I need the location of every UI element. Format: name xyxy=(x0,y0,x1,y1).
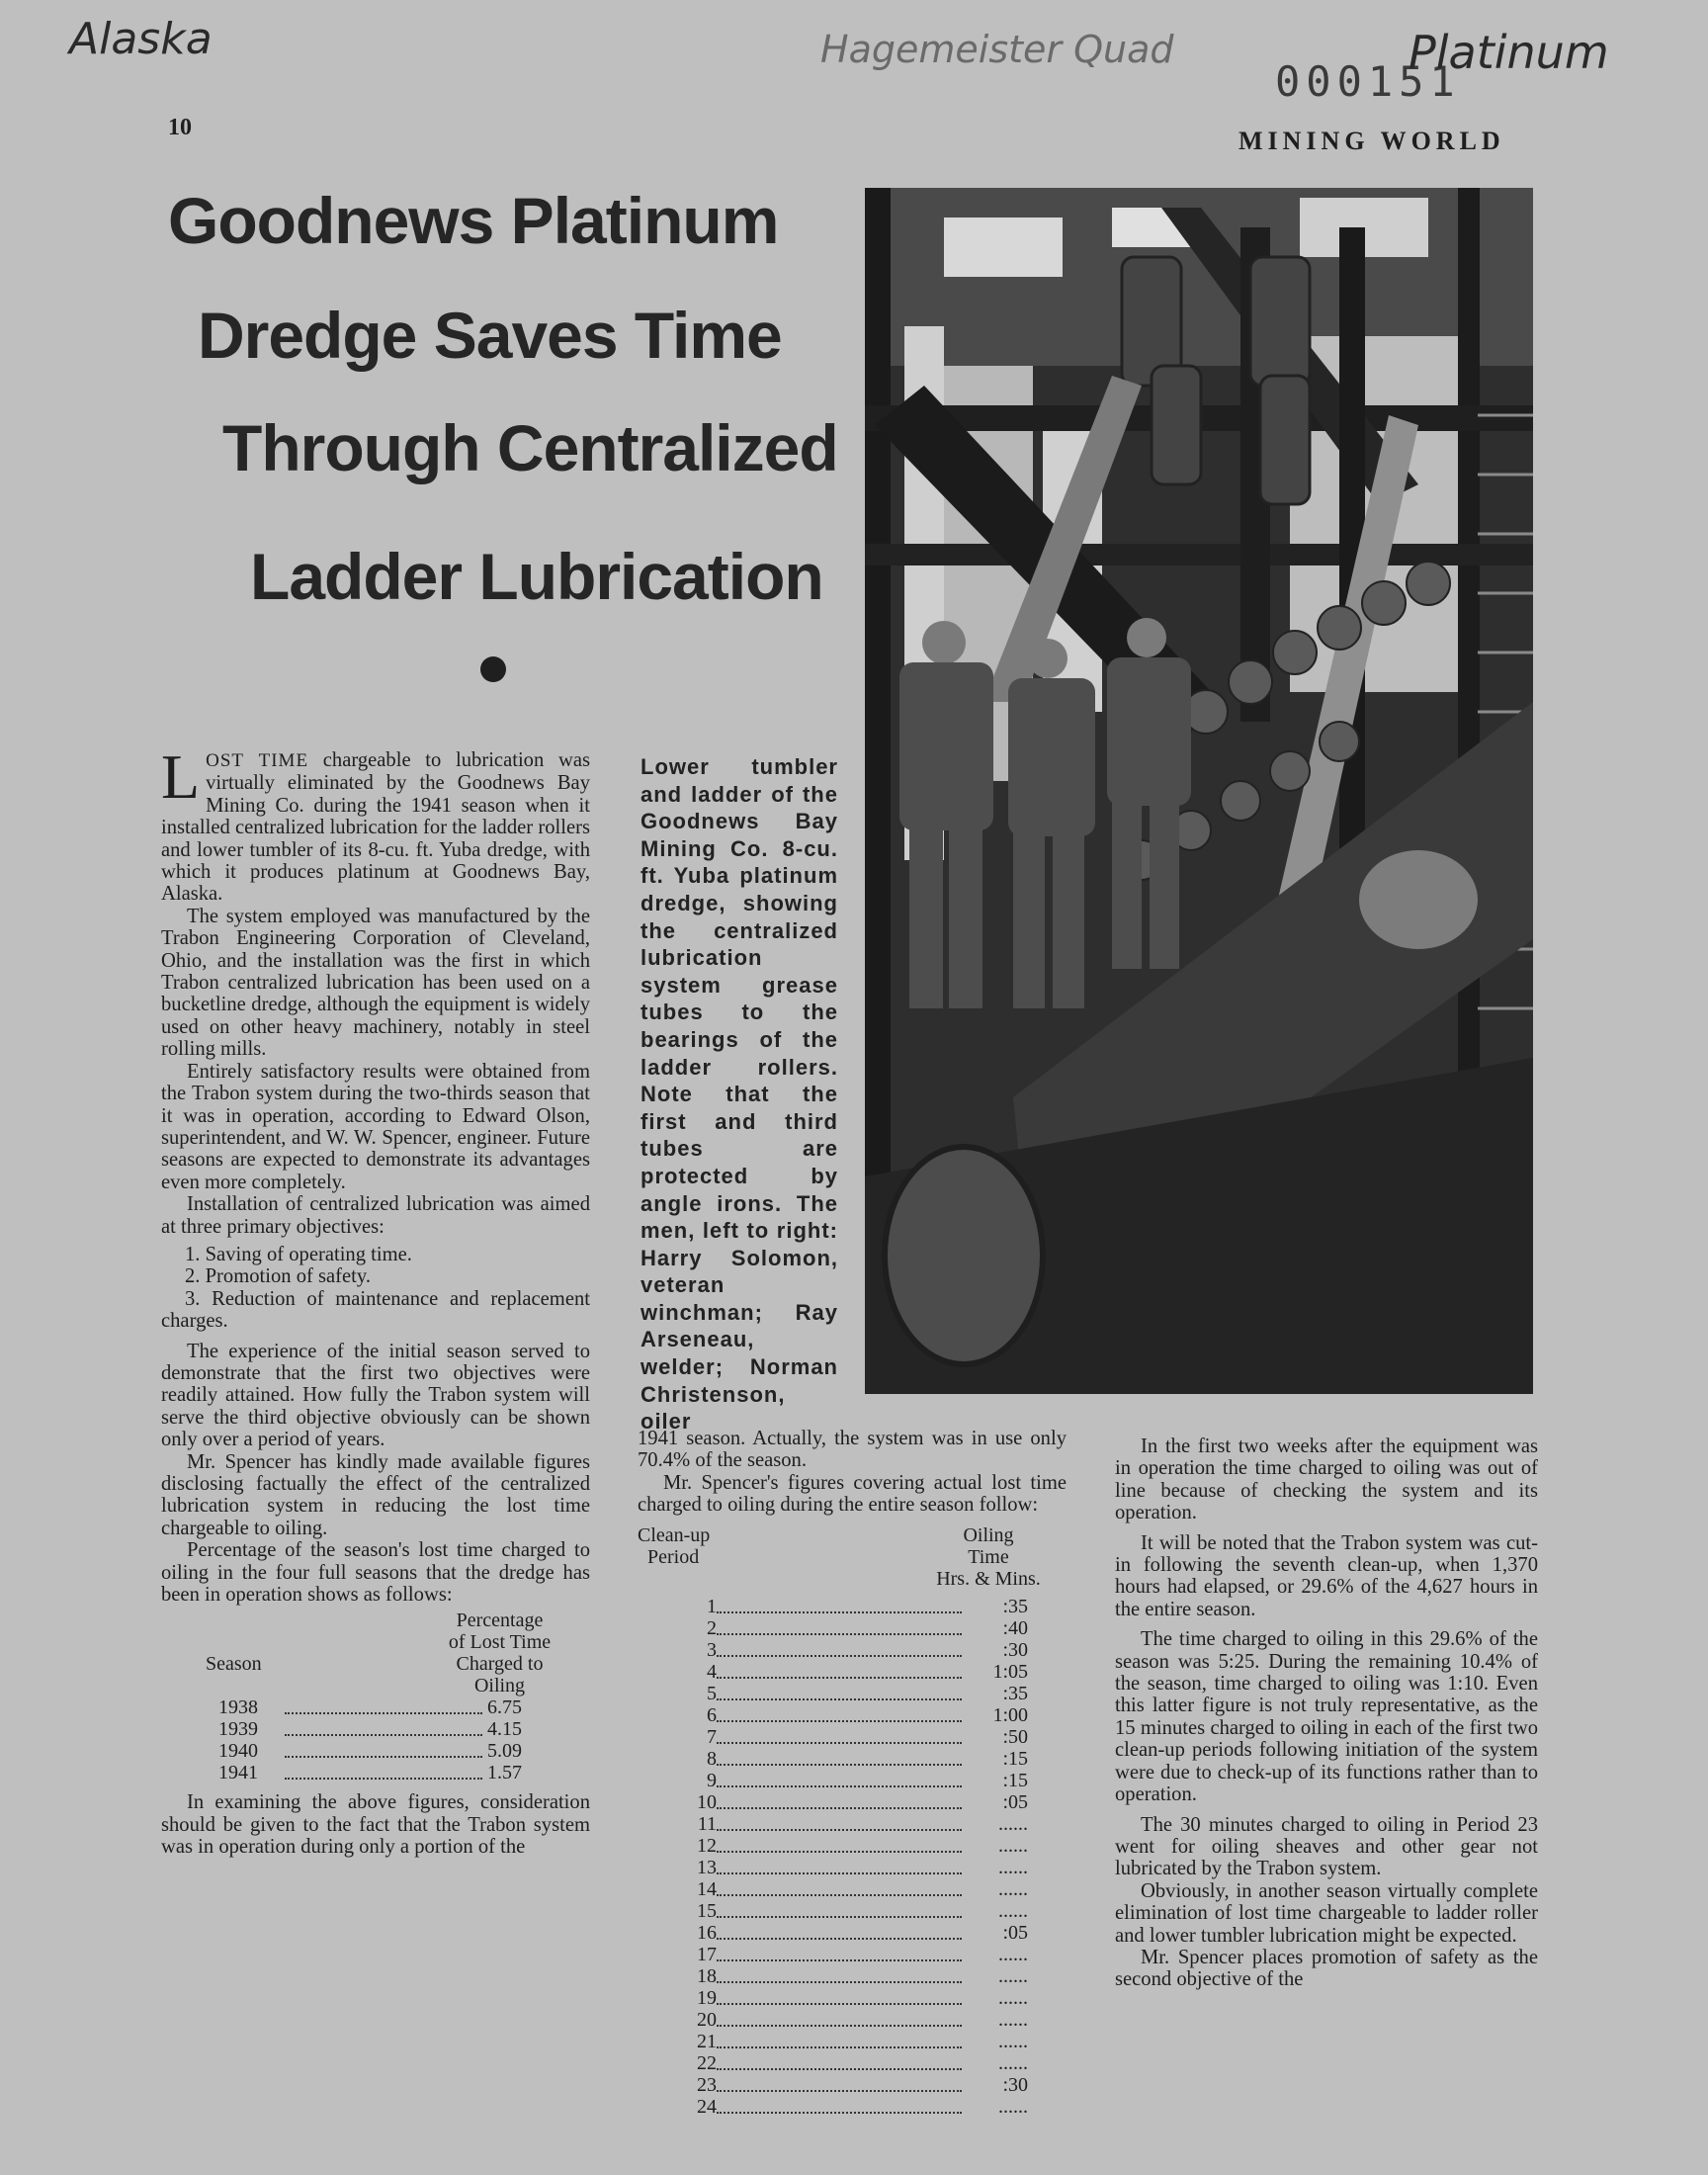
oiling-time-value: ...... xyxy=(998,1834,1028,1857)
table-row xyxy=(638,2074,1067,2096)
leader-dots xyxy=(717,1677,962,1679)
paragraph-season-use: 1941 season. Actually, the system was in use only 70.4% of the season. xyxy=(638,1428,1067,1472)
objective-item: 2. Promotion of safety. xyxy=(185,1265,371,1288)
table-row xyxy=(638,1944,1067,1965)
cleanup-period-number: 23 xyxy=(697,2073,717,2096)
leader-dots xyxy=(717,1633,962,1635)
season-year: 1938 xyxy=(218,1696,258,1719)
publication-name: MINING WORLD xyxy=(1238,127,1505,155)
photo-caption: Lower tumbler and ladder of the Goodnews Bay Mining Co. 8-cu. ft. Yuba platinum dredge, showing the centralized lubrication system grease tubes to the bearings of the ladder rollers. Note that the first and third tubes are protected by angle irons. The men, left to right: Harry Solomon, veteran winchman; Ray Arseneau, welder; Norman Christenson, oiler xyxy=(640,754,838,1435)
paragraph-spencer-figures: Mr. Spencer's figures covering actual lost time charged to oiling during the entire season follow: xyxy=(638,1471,1067,1517)
paragraph-cut-in: It will be noted that the Trabon system was cut-in following the seventh clean-up, when 1,370 hours had elapsed, or 29.6% of the 4,627 hours in the entire season. xyxy=(1115,1531,1538,1620)
handwritten-metal-note: Platinum xyxy=(1409,26,1609,79)
headline-line-4: Ladder Lubrication xyxy=(250,540,823,613)
season-percentage: 4.15 xyxy=(487,1718,522,1741)
oiling-time-value: ...... xyxy=(998,2008,1028,2031)
cleanup-period-number: 18 xyxy=(697,1964,717,1987)
objectives-list xyxy=(161,1244,590,1333)
percentage-header-line: of Lost Time xyxy=(448,1631,552,1654)
season-year: 1939 xyxy=(218,1718,258,1741)
leader-dots xyxy=(717,1655,962,1657)
oiling-time-value: :50 xyxy=(1002,1725,1028,1748)
leader-dots xyxy=(717,1829,962,1831)
table-row xyxy=(638,1617,1067,1639)
table-row xyxy=(638,1857,1067,1878)
table-row xyxy=(638,2096,1067,2118)
season-percentage: 5.09 xyxy=(487,1740,522,1763)
table-row xyxy=(638,1596,1067,1617)
leader-dots xyxy=(717,1611,962,1613)
oiling-time-value: ...... xyxy=(998,1812,1028,1835)
percentage-header-line: Charged to xyxy=(456,1653,544,1676)
leader-dots xyxy=(717,1764,962,1766)
article-column-2 xyxy=(638,1428,1067,2137)
season-rows xyxy=(161,1696,590,1784)
cleanup-period-number: 16 xyxy=(697,1921,717,1944)
cleanup-period-number: 1 xyxy=(707,1595,717,1617)
cleanup-period-number: 17 xyxy=(697,1943,717,1965)
paragraph-intro: chargeable to lubrication was virtually eliminated by the Goodnews Bay Mining Co. during the 1941 season when it installed centralized lubrication for the ladder rollers and lower tumbler of its 8-cu. ft. Yuba dredge, with which it produces platinum at Goodnews Bay, Alaska. xyxy=(161,749,591,906)
table-row xyxy=(638,1878,1067,1900)
cleanup-period-number: 12 xyxy=(697,1834,717,1857)
table-row xyxy=(638,1813,1067,1835)
table-row xyxy=(638,2009,1067,2031)
oiling-time-value: :05 xyxy=(1002,1921,1028,1944)
season-percentage: 1.57 xyxy=(487,1762,522,1784)
leader-dots xyxy=(717,2003,962,2005)
table-row xyxy=(638,1900,1067,1922)
leader-dots xyxy=(285,1734,482,1736)
leader-dots xyxy=(717,2068,962,2070)
title-bullet-ornament xyxy=(480,656,506,682)
leader-dots xyxy=(717,2112,962,2114)
table-row xyxy=(638,1639,1067,1661)
table-row xyxy=(638,1835,1067,1857)
period-header-line: Clean-up xyxy=(638,1523,711,1546)
leader-dots xyxy=(717,1807,962,1809)
cleanup-period-number: 15 xyxy=(697,1899,717,1922)
cleanup-period-number: 7 xyxy=(707,1725,717,1748)
table-row xyxy=(161,1696,590,1718)
leader-dots xyxy=(717,1720,962,1722)
handwritten-quad-note: Hagemeister Quad xyxy=(820,28,1174,71)
table-row xyxy=(638,1661,1067,1683)
oiling-time-value: :40 xyxy=(1002,1616,1028,1639)
paragraph-results: Entirely satisfactory results were obtained from the Trabon system during the two-thirds season that it was in operation, according to Edward Olson, superintendent, and W. W. Spencer, engineer. Future seasons are expected to demonstrate its advantages even more completely. xyxy=(161,1060,590,1193)
leader-dots xyxy=(285,1712,482,1714)
percentage-column-header xyxy=(413,1610,586,1696)
oiling-time-value: ...... xyxy=(998,1877,1028,1900)
drop-cap: L xyxy=(161,741,201,812)
cleanup-period-number: 11 xyxy=(697,1812,717,1835)
archive-stamp-number: 000151 xyxy=(1275,57,1461,106)
cleanup-period-number: 2 xyxy=(707,1616,717,1639)
cleanup-period-number: 9 xyxy=(707,1769,717,1791)
cleanup-period-number: 21 xyxy=(697,2030,717,2052)
oiling-time-value: :30 xyxy=(1002,2073,1028,2096)
oiling-time-value: ...... xyxy=(998,2030,1028,2052)
oiling-time-value: ...... xyxy=(998,2051,1028,2074)
leader-dots xyxy=(717,1916,962,1918)
table-row xyxy=(638,1791,1067,1813)
leader-dots xyxy=(717,1785,962,1787)
article-column-1 xyxy=(161,741,591,1859)
oiling-time-value: :05 xyxy=(1002,1790,1028,1813)
leader-dots xyxy=(717,1851,962,1853)
table-row xyxy=(638,1922,1067,1944)
season-year: 1940 xyxy=(218,1740,258,1763)
cleanup-period-number: 24 xyxy=(697,2095,717,2118)
time-header-line: Time xyxy=(968,1545,1009,1568)
paragraph-experience: The experience of the initial season served to demonstrate that the first two objectives were readily attained. How fully the Trabon system will serve the third objective obviously can be shown only over a period of years. xyxy=(161,1340,590,1451)
season-table xyxy=(161,1610,590,1784)
paragraph-percentage: Percentage of the season's lost time charged to oiling in the four full seasons that the dredge has been in operation shows as follows: xyxy=(161,1539,590,1607)
cleanup-period-number: 4 xyxy=(707,1660,717,1683)
table-row xyxy=(161,1718,590,1740)
paragraph-elimination: Obviously, in another season virtually complete elimination of lost time chargeable to ladder roller and lower tumbler lubrication might be expected. xyxy=(1115,1879,1538,1947)
leader-dots xyxy=(717,1894,962,1896)
handwritten-state-note: Alaska xyxy=(69,14,213,64)
time-header-line: Hrs. & Mins. xyxy=(936,1567,1041,1590)
oiling-time-value: ...... xyxy=(998,2095,1028,2118)
headline-line-1: Goodnews Platinum xyxy=(168,184,779,257)
leader-dots xyxy=(717,1959,962,1961)
season-column-header: Season xyxy=(206,1653,262,1676)
leader-dots xyxy=(717,1981,962,1983)
paragraph-time-charged: The time charged to oiling in this 29.6% of the season was 5:25. During the remaining 10.4% of the season, time charged to oiling was 1:10. Even this latter figure is not truly representative, as the 15 minutes charged to oiling in each of the first two clean-up periods following initiation of the system were due to check-up of its functions rather than to operation. xyxy=(1115,1628,1538,1806)
leader-dots xyxy=(717,2090,962,2092)
leader-dots xyxy=(717,2046,962,2048)
oiling-time-value: :15 xyxy=(1002,1769,1028,1791)
cleanup-period-number: 14 xyxy=(697,1877,717,1900)
headline-line-2: Dredge Saves Time xyxy=(198,299,782,372)
leader-dots xyxy=(717,2025,962,2027)
paragraph-system: The system employed was manufactured by the Trabon Engineering Corporation of Cleveland, Ohio, and the installation was the first in which Trabon centralized lubrication has been used on a bucketline dredge, although the equipment is widely used on other heavy machinery, notably in steel rolling mills. xyxy=(161,905,590,1061)
cleanup-period-number: 13 xyxy=(697,1856,717,1878)
percentage-header-line: Percentage xyxy=(456,1610,544,1632)
table-row xyxy=(161,1762,590,1784)
period-table xyxy=(638,1524,1067,2137)
period-header-line: Period xyxy=(647,1545,700,1568)
table-row xyxy=(638,1748,1067,1770)
cleanup-period-number: 10 xyxy=(697,1790,717,1813)
percentage-header-line: Oiling xyxy=(473,1675,526,1697)
objective-item: 3. Reduction of maintenance and replacement charges. xyxy=(161,1287,590,1333)
paragraph-first-weeks: In the first two weeks after the equipment was in operation the time charged to oiling was out of line because of checking the system and its operation. xyxy=(1115,1436,1538,1524)
oiling-time-value: ...... xyxy=(998,1856,1028,1878)
table-row xyxy=(638,1965,1067,1987)
cleanup-period-number: 8 xyxy=(707,1747,717,1770)
article-column-3 xyxy=(1115,1436,1538,1991)
leader-dots xyxy=(717,1742,962,1744)
paragraph-examining: In examining the above figures, consideration should be given to the fact that the Trabon system was in operation during only a portion of the xyxy=(161,1791,590,1859)
oiling-time-value: :30 xyxy=(1002,1638,1028,1661)
table-row xyxy=(638,2031,1067,2052)
dredge-photo-illustration xyxy=(865,188,1533,1394)
paragraph-objectives-intro: Installation of centralized lubrication was aimed at three primary objectives: xyxy=(161,1193,590,1238)
oiling-time-value: ...... xyxy=(998,1964,1028,1987)
paragraph-safety: Mr. Spencer places promotion of safety as the second objective of the xyxy=(1115,1946,1538,1991)
table-row xyxy=(638,1726,1067,1748)
paragraph-figures: Mr. Spencer has kindly made available figures disclosing factually the effect of the centralized lubrication system in reducing the lost time chargeable to oiling. xyxy=(161,1450,590,1539)
period-rows xyxy=(638,1596,1067,2118)
cleanup-period-number: 20 xyxy=(697,2008,717,2031)
oiling-time-value: :35 xyxy=(1002,1682,1028,1704)
oiling-time-value: ...... xyxy=(998,1899,1028,1922)
leader-dots xyxy=(285,1778,482,1780)
objective-item: 1. Saving of operating time. xyxy=(185,1243,412,1265)
leader-dots xyxy=(717,1698,962,1700)
leader-dots xyxy=(717,1872,962,1874)
table-row xyxy=(161,1740,590,1762)
table-row xyxy=(638,1704,1067,1726)
leader-dots xyxy=(285,1756,482,1758)
cleanup-period-number: 5 xyxy=(707,1682,717,1704)
period-column-header xyxy=(638,1524,710,1568)
cleanup-period-number: 22 xyxy=(697,2051,717,2074)
oiling-time-value: 1:00 xyxy=(992,1703,1028,1726)
leader-dots xyxy=(717,1938,962,1940)
page-number: 10 xyxy=(168,115,192,140)
cleanup-period-number: 3 xyxy=(707,1638,717,1661)
table-row xyxy=(638,1770,1067,1791)
oiling-time-value: :35 xyxy=(1002,1595,1028,1617)
dredge-ladder-photo xyxy=(865,188,1533,1394)
cleanup-period-number: 19 xyxy=(697,1986,717,2009)
season-year: 1941 xyxy=(218,1762,258,1784)
lead-in-text: OST TIME xyxy=(206,750,309,771)
oiling-time-value: 1:05 xyxy=(992,1660,1028,1683)
time-header-line: Oiling xyxy=(963,1523,1014,1546)
headline-line-3: Through Centralized xyxy=(222,411,838,484)
paragraph-period-23: The 30 minutes charged to oiling in Period 23 went for oiling sheaves and other gear not lubricated by the Trabon system. xyxy=(1115,1813,1538,1880)
time-column-header xyxy=(914,1524,1063,1590)
season-percentage: 6.75 xyxy=(487,1696,522,1719)
table-row xyxy=(638,1683,1067,1704)
cleanup-period-number: 6 xyxy=(707,1703,717,1726)
oiling-time-value: ...... xyxy=(998,1943,1028,1965)
table-row xyxy=(638,2052,1067,2074)
oiling-time-value: :15 xyxy=(1002,1747,1028,1770)
table-row xyxy=(638,1987,1067,2009)
oiling-time-value: ...... xyxy=(998,1986,1028,2009)
